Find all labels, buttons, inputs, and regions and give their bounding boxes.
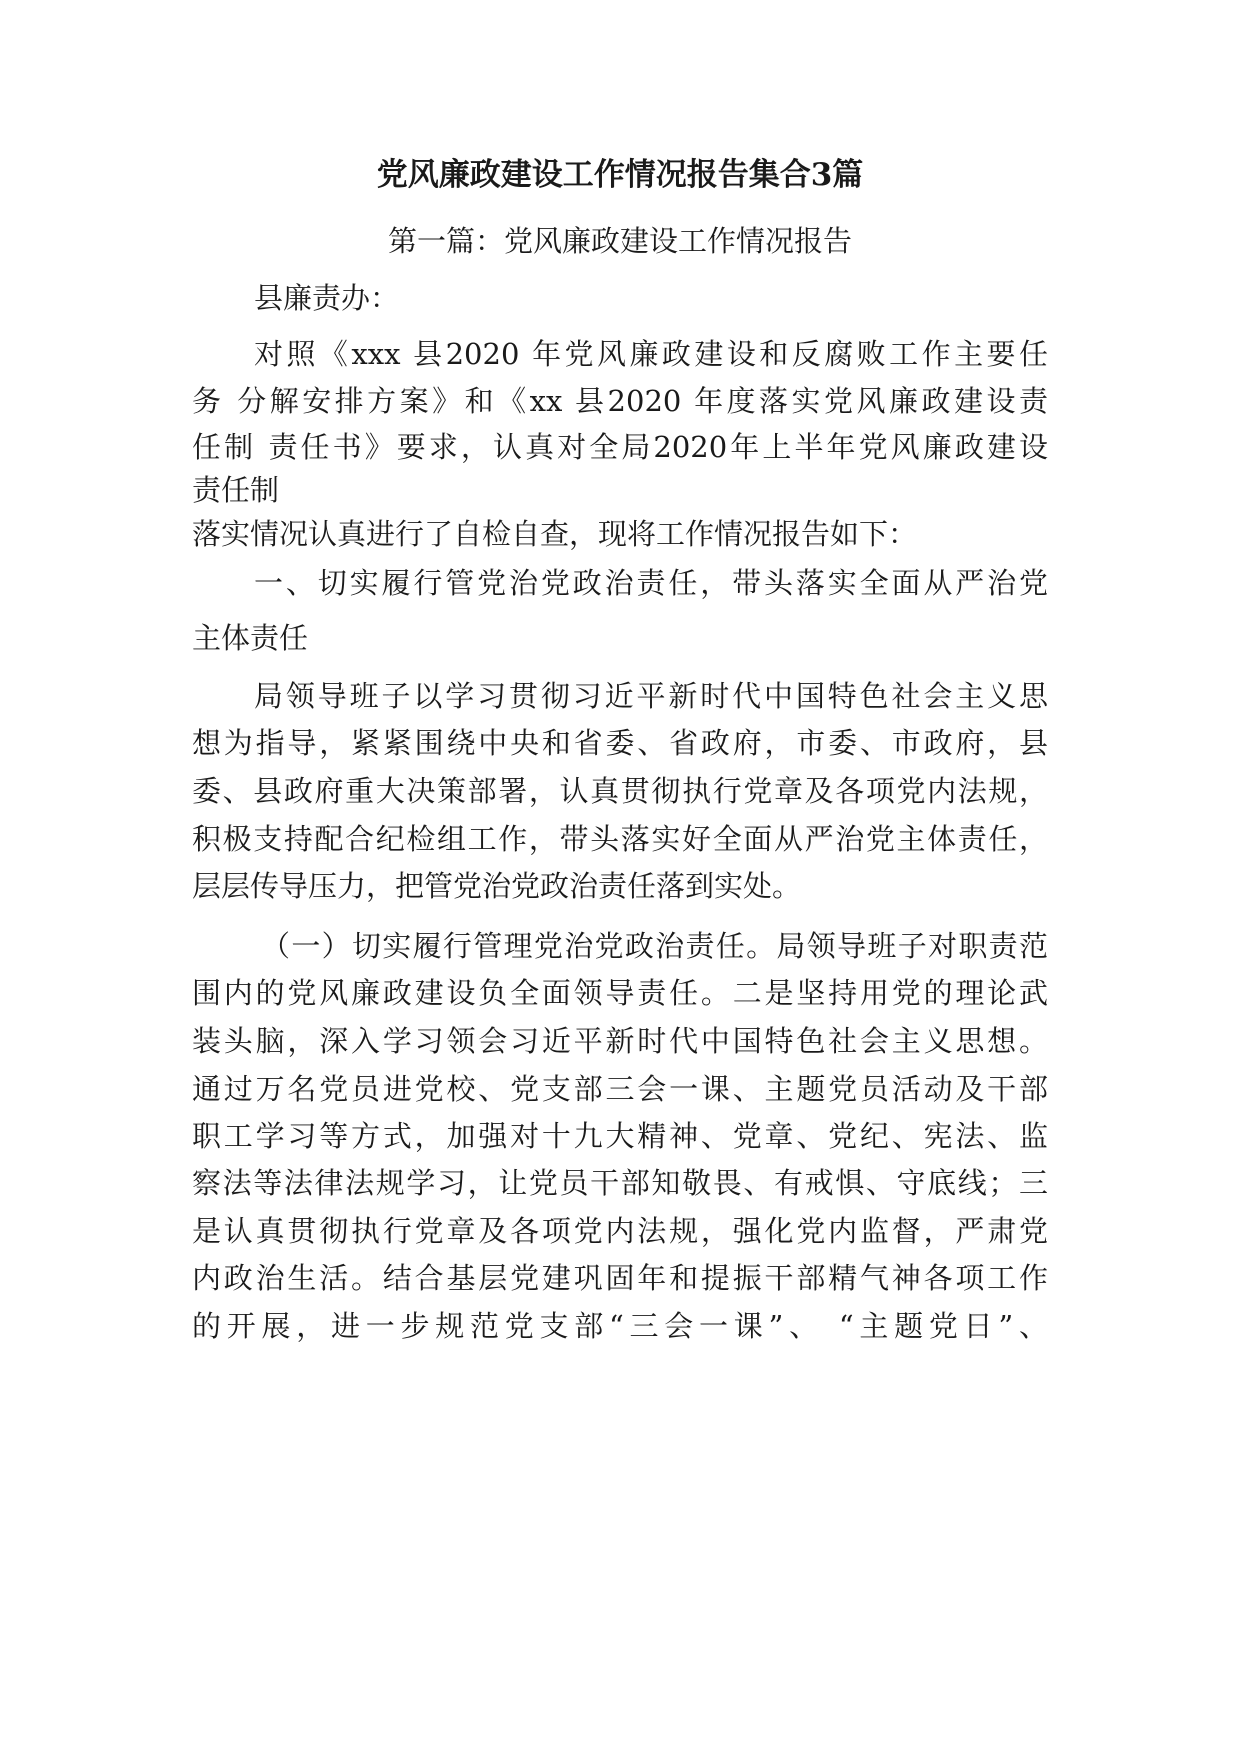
- document-subtitle: 第一篇：党风廉政建设工作情况报告: [387, 224, 852, 258]
- section-heading-line: 一、切实履行管党治党政治责任，带头落实全面从严治党: [254, 566, 1048, 600]
- paragraph-line: 层层传导压力，把管党治党政治责任落到实处。: [192, 869, 802, 903]
- paragraph-line: 装头脑，深入学习领会习近平新时代中国特色社会主义思想。: [192, 1024, 1048, 1058]
- salutation-line: 县廉责办：: [254, 281, 400, 315]
- paragraph-line: 委、县政府重大决策部署，认真贯彻执行党章及各项党内法规，: [192, 774, 1048, 808]
- paragraph-line: 职工学习等方式，加强对十九大精神、党章、党纪、宪法、监: [192, 1119, 1048, 1153]
- section-heading-line: 主体责任: [192, 621, 309, 655]
- paragraph-line: 任制 责任书》要求，认真对全局2020年上半年党风廉政建设: [192, 430, 1048, 464]
- document-title: 党风廉政建设工作情况报告集合3篇: [376, 157, 864, 193]
- paragraph-line: 对照《xxx 县2020 年党风廉政建设和反腐败工作主要任: [254, 337, 1048, 371]
- paragraph-line: 围内的党风廉政建设负全面领导责任。二是坚持用党的理论武: [192, 976, 1048, 1010]
- paragraph-line: 通过万名党员进党校、党支部三会一课、主题党员活动及干部: [192, 1072, 1048, 1106]
- paragraph-line: 想为指导，紧紧围绕中央和省委、省政府，市委、市政府，县: [192, 726, 1048, 760]
- paragraph-line: 落实情况认真进行了自检自查，现将工作情况报告如下：: [192, 517, 918, 551]
- paragraph-line: 务 分解安排方案》和《xx 县2020 年度落实党风廉政建设责: [192, 384, 1048, 418]
- paragraph-line: 察法等法律法规学习，让党员干部知敬畏、有戒惧、守底线；三: [192, 1166, 1048, 1200]
- paragraph-line: 积极支持配合纪检组工作，带头落实好全面从严治党主体责任，: [192, 822, 1048, 856]
- paragraph-line: 责任制: [192, 473, 280, 507]
- paragraph-line: 的开展，进一步规范党支部“三会一课”、 “主题党日”、: [192, 1309, 1048, 1343]
- paragraph-line: 内政治生活。结合基层党建巩固年和提振干部精气神各项工作: [192, 1261, 1048, 1295]
- paragraph-line: 是认真贯彻执行党章及各项党内法规，强化党内监督，严肃党: [192, 1214, 1048, 1248]
- paragraph-line: （一）切实履行管理党治党政治责任。局领导班子对职责范: [261, 929, 1048, 963]
- paragraph-line: 局领导班子以学习贯彻习近平新时代中国特色社会主义思: [254, 679, 1048, 713]
